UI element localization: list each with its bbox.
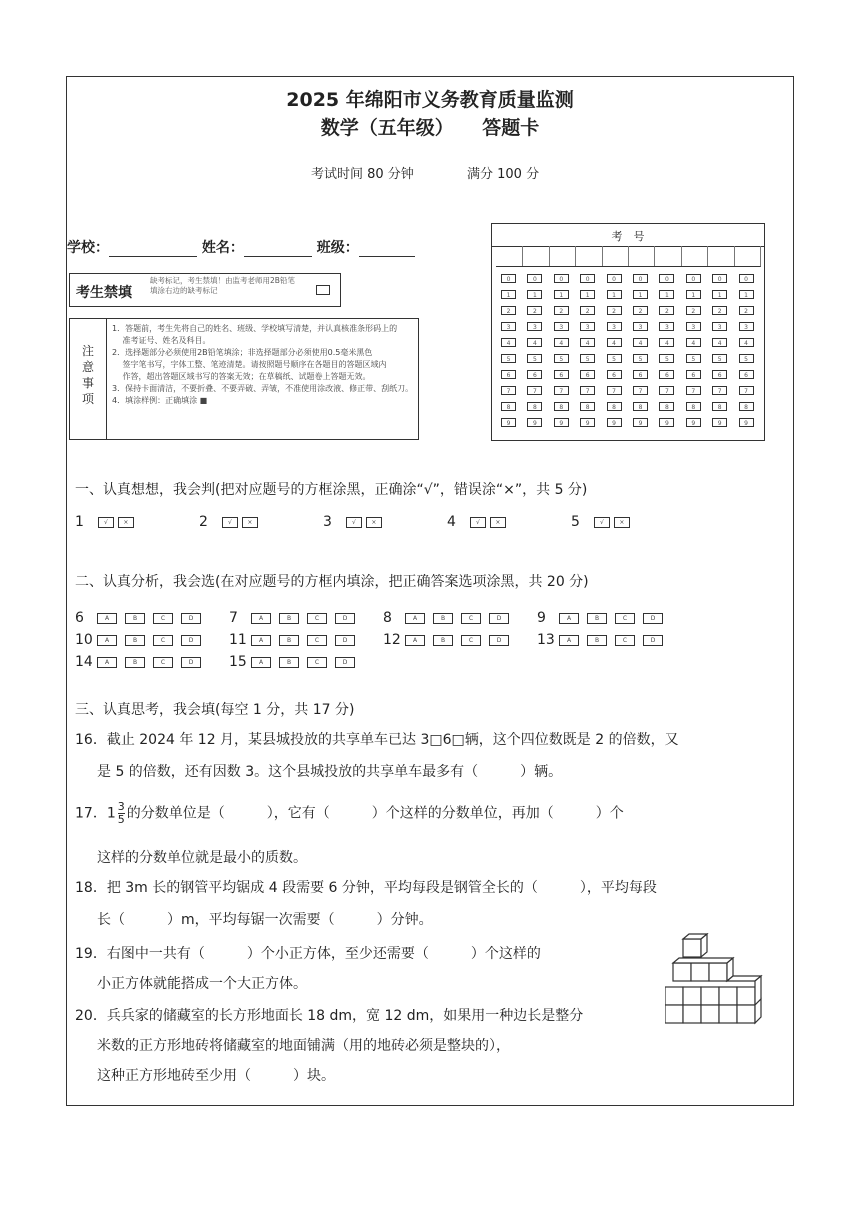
judge-question xyxy=(571,511,695,531)
q20-line1: 20．兵兵家的储藏室的长方形地面长 18 dm，宽 12 dm，如果用一种边长是整分 xyxy=(75,1008,584,1024)
choice-option-bubble[interactable]: C xyxy=(461,613,481,624)
id-digit-bubble[interactable]: 2 xyxy=(607,306,622,315)
id-digit-bubble[interactable]: 7 xyxy=(580,386,595,395)
id-digit-bubble[interactable]: 4 xyxy=(607,338,622,347)
choice-row xyxy=(75,607,691,629)
choice-option-bubble[interactable]: D xyxy=(643,613,663,624)
choice-option-bubble[interactable]: C xyxy=(615,635,635,646)
q16-line1: 16．截止 2024 年 12 月，某县城投放的共享单车已达 3□6□辆，这个四位数既是 2 的倍数，又 xyxy=(75,732,679,748)
id-digit-bubble[interactable]: 2 xyxy=(501,306,516,315)
id-digit-bubble[interactable]: 7 xyxy=(527,386,542,395)
id-digit-bubble[interactable]: 5 xyxy=(501,354,516,363)
id-digit-bubble[interactable]: 8 xyxy=(501,402,516,411)
question-number: 8 xyxy=(383,610,392,626)
id-digit-bubble[interactable]: 6 xyxy=(712,370,727,379)
judge-option-bubble[interactable]: × xyxy=(366,517,382,528)
examinee-text xyxy=(150,276,295,296)
choice-option-bubble[interactable]: A xyxy=(97,613,117,624)
id-digit-bubble[interactable]: 1 xyxy=(580,290,595,299)
id-write-cell[interactable] xyxy=(681,246,708,267)
id-digit-bubble[interactable]: 1 xyxy=(633,290,648,299)
question-number: 5 xyxy=(571,514,594,530)
id-digit-bubble[interactable]: 6 xyxy=(527,370,542,379)
q18-line2: 长（ ）m，平均每锯一次需要（ ）分钟。 xyxy=(97,912,433,928)
name-field[interactable] xyxy=(244,242,312,257)
judge-option-bubble[interactable]: × xyxy=(490,517,506,528)
choice-option-bubble[interactable]: A xyxy=(559,613,579,624)
notes-side-label: 注意事项 xyxy=(82,344,95,406)
choice-question xyxy=(75,632,229,648)
class-label: 班级： xyxy=(316,240,359,256)
choice-option-bubble[interactable]: B xyxy=(433,635,453,646)
choice-option-bubble[interactable]: C xyxy=(153,657,173,668)
choice-option-bubble[interactable]: A xyxy=(559,635,579,646)
question-number: 11 xyxy=(229,632,247,648)
choice-option-bubble[interactable]: D xyxy=(489,613,509,624)
id-digit-bubble[interactable]: 3 xyxy=(712,322,727,331)
id-write-cell[interactable] xyxy=(734,246,761,267)
info-fields xyxy=(67,237,415,257)
judge-option-bubble[interactable]: √ xyxy=(594,517,610,528)
id-digit-bubble[interactable]: 0 xyxy=(712,274,727,283)
section1-heading: 一、认真想想，我会判(把对应题号的方框涂黑，正确涂“√”，错误涂“×”，共 5 分) xyxy=(75,482,588,498)
q19-line2: 小正方体就能搭成一个大正方体。 xyxy=(97,976,307,992)
id-digit-bubble[interactable]: 9 xyxy=(712,418,727,427)
choice-option-bubble[interactable]: B xyxy=(279,635,299,646)
choice-option-bubble[interactable]: C xyxy=(461,635,481,646)
notes-item: 1．答题前，考生先将自己的姓名、班级、学校填写清楚，并认真核准条形码上的 xyxy=(112,324,398,333)
id-write-cell[interactable] xyxy=(628,246,655,267)
judge-question xyxy=(447,511,571,531)
school-label: 学校： xyxy=(67,240,109,256)
id-digit-bubble[interactable]: 0 xyxy=(633,274,648,283)
id-digit-bubble[interactable]: 8 xyxy=(659,402,674,411)
id-digit-bubble[interactable]: 2 xyxy=(739,306,754,315)
page-title: 2025 年绵阳市义务教育质量监测 xyxy=(286,89,574,111)
choice-question xyxy=(537,632,691,648)
id-digit-bubble[interactable]: 9 xyxy=(554,418,569,427)
question-number: 10 xyxy=(75,632,93,648)
choice-option-bubble[interactable]: B xyxy=(587,635,607,646)
id-digit-bubble[interactable]: 7 xyxy=(739,386,754,395)
question-number: 13 xyxy=(537,632,555,648)
id-digit-bubble[interactable]: 5 xyxy=(607,354,622,363)
q20-line3: 这种正方形地砖至少用（ ）块。 xyxy=(97,1068,335,1084)
full-score: 满分 100 分 xyxy=(467,167,540,182)
id-digit-bubble[interactable]: 1 xyxy=(554,290,569,299)
id-digit-bubble[interactable]: 7 xyxy=(633,386,648,395)
judge-question xyxy=(199,511,323,531)
id-digit-bubble[interactable]: 8 xyxy=(527,402,542,411)
id-digit-bubble[interactable]: 2 xyxy=(527,306,542,315)
id-digit-bubble[interactable]: 7 xyxy=(712,386,727,395)
id-digit-bubble[interactable]: 6 xyxy=(686,370,701,379)
id-digit-bubble[interactable]: 8 xyxy=(607,402,622,411)
judge-option-bubble[interactable]: √ xyxy=(346,517,362,528)
judge-question xyxy=(75,511,199,531)
id-digit-bubble[interactable]: 5 xyxy=(633,354,648,363)
choice-option-bubble[interactable]: B xyxy=(279,657,299,668)
id-digit-bubble[interactable]: 1 xyxy=(686,290,701,299)
id-digit-bubble[interactable]: 2 xyxy=(686,306,701,315)
choice-option-bubble[interactable]: B xyxy=(587,613,607,624)
choice-option-bubble[interactable]: B xyxy=(433,613,453,624)
id-digit-bubble[interactable]: 5 xyxy=(712,354,727,363)
id-digit-bubble[interactable]: 8 xyxy=(633,402,648,411)
id-digit-bubble[interactable]: 8 xyxy=(686,402,701,411)
choice-option-bubble[interactable]: B xyxy=(125,613,145,624)
choice-question xyxy=(229,654,383,670)
notes-item: 签字笔书写，字体工整、笔迹清楚。请按照题号顺序在各题目的答题区域内 xyxy=(112,360,387,369)
name-label: 姓名： xyxy=(201,240,244,256)
id-digit-bubble[interactable]: 0 xyxy=(580,274,595,283)
examinee-line: 填涂右边的缺考标记 xyxy=(150,286,218,295)
judge-option-bubble[interactable]: √ xyxy=(470,517,486,528)
choice-question xyxy=(537,610,691,626)
id-digit-bubble[interactable]: 0 xyxy=(607,274,622,283)
choice-option-bubble[interactable]: A xyxy=(405,635,425,646)
id-digit-bubble[interactable]: 2 xyxy=(580,306,595,315)
q18-line1: 18．把 3m 长的钢管平均锯成 4 段需要 6 分钟，平均每段是钢管全长的（ ），平均每段 xyxy=(75,880,657,896)
judge-option-bubble[interactable]: √ xyxy=(98,517,114,528)
choice-option-bubble[interactable]: D xyxy=(181,657,201,668)
answer-sheet xyxy=(66,76,794,1106)
id-digit-bubble[interactable]: 1 xyxy=(739,290,754,299)
q17-frac-num: 3 xyxy=(117,800,125,813)
cube-stack-figure xyxy=(665,933,769,1037)
class-field[interactable] xyxy=(359,242,415,257)
id-grid-header-label: 考 号 xyxy=(611,230,645,243)
choice-option-bubble[interactable]: D xyxy=(643,635,663,646)
choice-option-bubble[interactable]: D xyxy=(181,613,201,624)
id-digit-bubble[interactable]: 3 xyxy=(501,322,516,331)
id-digit-bubble[interactable]: 1 xyxy=(607,290,622,299)
id-digit-bubble[interactable]: 4 xyxy=(580,338,595,347)
id-write-cell[interactable] xyxy=(654,246,681,267)
question-number: 14 xyxy=(75,654,93,670)
id-digit-bubble[interactable]: 6 xyxy=(501,370,516,379)
id-digit-bubble[interactable]: 5 xyxy=(554,354,569,363)
id-digit-bubble[interactable]: 4 xyxy=(527,338,542,347)
school-field[interactable] xyxy=(109,242,197,257)
id-digit-bubble[interactable]: 8 xyxy=(554,402,569,411)
choice-option-bubble[interactable]: D xyxy=(335,613,355,624)
id-digit-bubble[interactable]: 3 xyxy=(659,322,674,331)
choice-option-bubble[interactable]: D xyxy=(489,635,509,646)
judge-option-bubble[interactable]: × xyxy=(118,517,134,528)
q20-line2: 米数的正方形地砖将储藏室的地面铺满（用的地砖必须是整块的）， xyxy=(97,1038,510,1054)
id-digit-bubble[interactable]: 6 xyxy=(633,370,648,379)
question-number: 15 xyxy=(229,654,247,670)
choice-question xyxy=(383,632,537,648)
id-digit-bubble[interactable]: 7 xyxy=(607,386,622,395)
id-digit-bubble[interactable]: 9 xyxy=(527,418,542,427)
q17-text: 的分数单位是（ ），它有（ ）个这样的分数单位，再加（ ）个 xyxy=(126,805,624,822)
id-digit-bubble[interactable]: 5 xyxy=(686,354,701,363)
choice-question xyxy=(229,610,383,626)
section2-questions xyxy=(75,607,691,673)
question-number: 9 xyxy=(537,610,546,626)
absent-mark-box[interactable] xyxy=(316,285,330,295)
id-digit-bubble[interactable]: 9 xyxy=(659,418,674,427)
choice-option-bubble[interactable]: B xyxy=(279,613,299,624)
choice-option-bubble[interactable]: B xyxy=(125,635,145,646)
id-digit-bubble[interactable]: 9 xyxy=(607,418,622,427)
judge-question xyxy=(323,511,447,531)
choice-row xyxy=(75,629,691,651)
choice-option-bubble[interactable]: A xyxy=(405,613,425,624)
notes-item: 3．保持卡面清洁，不要折叠、不要弄破、弄皱，不准使用涂改液、修正带、刮纸刀。 xyxy=(112,384,414,393)
id-write-cell[interactable] xyxy=(549,246,576,267)
exam-time: 考试时间 80 分钟 xyxy=(311,167,414,182)
choice-option-bubble[interactable]: C xyxy=(153,613,173,624)
id-digit-bubble[interactable]: 7 xyxy=(554,386,569,395)
id-digit-bubble[interactable]: 3 xyxy=(527,322,542,331)
choice-option-bubble[interactable]: C xyxy=(615,613,635,624)
id-digit-bubble[interactable]: 0 xyxy=(686,274,701,283)
notes-item: 4．填涂样例：正确填涂 ■ xyxy=(112,396,208,405)
id-digit-bubble[interactable]: 6 xyxy=(607,370,622,379)
id-write-cell[interactable] xyxy=(575,246,602,267)
notes-item: 作答，超出答题区域书写的答案无效；在草稿纸、试题卷上答题无效。 xyxy=(112,372,371,381)
q16-line2: 是 5 的倍数，还有因数 3。这个县城投放的共享单车最多有（ ）辆。 xyxy=(97,764,563,780)
id-digit-bubble[interactable]: 6 xyxy=(739,370,754,379)
id-digit-bubble[interactable]: 7 xyxy=(501,386,516,395)
choice-option-bubble[interactable]: A xyxy=(251,613,271,624)
id-digit-bubble[interactable]: 6 xyxy=(580,370,595,379)
q17-line2: 这样的分数单位就是最小的质数。 xyxy=(97,850,307,866)
id-digit-bubble[interactable]: 2 xyxy=(554,306,569,315)
question-number: 6 xyxy=(75,610,84,626)
id-digit-bubble[interactable]: 3 xyxy=(686,322,701,331)
id-digit-bubble[interactable]: 0 xyxy=(739,274,754,283)
id-digit-bubble[interactable]: 5 xyxy=(580,354,595,363)
section2-heading: 二、认真分析，我会选(在对应题号的方框内填涂，把正确答案选项涂黑，共 20 分) xyxy=(75,574,589,590)
cube-stack-svg xyxy=(665,933,769,1033)
section3-heading: 三、认真思考，我会填(每空 1 分，共 17 分) xyxy=(75,702,355,718)
judge-option-bubble[interactable]: × xyxy=(242,517,258,528)
notes-items xyxy=(112,323,413,407)
notes-item: 2．选择题部分必须使用2B铅笔填涂；非选择题部分必须使用0.5毫米黑色 xyxy=(112,348,373,357)
choice-question xyxy=(383,610,537,626)
id-digit-bubble[interactable]: 5 xyxy=(659,354,674,363)
id-digit-bubble[interactable]: 0 xyxy=(659,274,674,283)
student-id-grid xyxy=(491,223,765,441)
id-digit-bubble[interactable]: 4 xyxy=(659,338,674,347)
id-digit-bubble[interactable]: 4 xyxy=(554,338,569,347)
choice-row xyxy=(75,651,691,673)
question-number: 7 xyxy=(229,610,238,626)
id-digit-bubble[interactable]: 3 xyxy=(739,322,754,331)
id-write-cell[interactable] xyxy=(602,246,629,267)
choice-option-bubble[interactable]: D xyxy=(335,635,355,646)
id-digit-bubble[interactable]: 4 xyxy=(633,338,648,347)
judge-option-bubble[interactable]: √ xyxy=(222,517,238,528)
id-digit-bubble[interactable]: 2 xyxy=(712,306,727,315)
choice-option-bubble[interactable]: C xyxy=(307,613,327,624)
id-digit-bubble[interactable]: 9 xyxy=(501,418,516,427)
id-digit-bubble[interactable]: 7 xyxy=(659,386,674,395)
id-digit-bubble[interactable]: 3 xyxy=(554,322,569,331)
q17-line1 xyxy=(75,801,624,826)
examinee-line: 缺考标记，考生禁填！由监考老师用2B铅笔 xyxy=(150,276,295,285)
id-digit-bubble[interactable]: 0 xyxy=(501,274,516,283)
id-digit-bubble[interactable]: 2 xyxy=(633,306,648,315)
choice-question xyxy=(229,632,383,648)
id-digit-bubble[interactable]: 1 xyxy=(659,290,674,299)
choice-option-bubble[interactable]: C xyxy=(307,635,327,646)
question-number: 3 xyxy=(323,514,346,530)
judge-option-bubble[interactable]: × xyxy=(614,517,630,528)
choice-option-bubble[interactable]: A xyxy=(251,635,271,646)
id-digit-bubble[interactable]: 5 xyxy=(527,354,542,363)
id-digit-bubble[interactable]: 1 xyxy=(501,290,516,299)
choice-option-bubble[interactable]: B xyxy=(125,657,145,668)
q17-frac-den: 5 xyxy=(117,813,125,826)
choice-option-bubble[interactable]: C xyxy=(153,635,173,646)
choice-option-bubble[interactable]: D xyxy=(181,635,201,646)
id-digit-bubble[interactable]: 1 xyxy=(712,290,727,299)
id-digit-bubble[interactable]: 8 xyxy=(712,402,727,411)
id-digit-bubble[interactable]: 8 xyxy=(580,402,595,411)
q17-number: 17．1 xyxy=(75,805,116,822)
q19-line1: 19．右图中一共有（ ）个小正方体，至少还需要（ ）个这样的 xyxy=(75,946,541,962)
page-subtitle: 数学（五年级） 答题卡 xyxy=(320,117,540,139)
id-write-cell[interactable] xyxy=(496,246,523,267)
id-digit-bubble[interactable]: 0 xyxy=(527,274,542,283)
question-number: 2 xyxy=(199,514,222,530)
choice-option-bubble[interactable]: A xyxy=(251,657,271,668)
id-grid-header xyxy=(492,224,764,247)
choice-question xyxy=(75,610,229,626)
id-digit-bubble[interactable]: 8 xyxy=(739,402,754,411)
id-digit-bubble[interactable]: 9 xyxy=(686,418,701,427)
question-number: 4 xyxy=(447,514,470,530)
id-digit-bubble[interactable]: 6 xyxy=(659,370,674,379)
choice-question xyxy=(75,654,229,670)
choice-option-bubble[interactable]: A xyxy=(97,635,117,646)
id-digit-bubble[interactable]: 9 xyxy=(739,418,754,427)
question-number: 1 xyxy=(75,514,98,530)
id-digit-bubble[interactable]: 4 xyxy=(686,338,701,347)
notes-box xyxy=(69,318,419,440)
id-digit-bubble[interactable]: 2 xyxy=(659,306,674,315)
id-digit-bubble[interactable]: 4 xyxy=(501,338,516,347)
id-digit-bubble[interactable]: 5 xyxy=(739,354,754,363)
notes-item: 准考证号、姓名及科目。 xyxy=(112,336,211,345)
q17-fraction xyxy=(118,801,125,826)
id-digit-bubble[interactable]: 7 xyxy=(686,386,701,395)
id-digit-bubble[interactable]: 6 xyxy=(554,370,569,379)
id-digit-bubble[interactable]: 9 xyxy=(633,418,648,427)
notes-side xyxy=(70,319,107,439)
choice-option-bubble[interactable]: A xyxy=(97,657,117,668)
id-write-cell[interactable] xyxy=(522,246,549,267)
examinee-label: 考生禁填 xyxy=(76,285,132,301)
choice-option-bubble[interactable]: D xyxy=(335,657,355,668)
id-digit-bubble[interactable]: 1 xyxy=(527,290,542,299)
question-number: 12 xyxy=(383,632,401,648)
id-digit-bubble[interactable]: 4 xyxy=(739,338,754,347)
id-digit-bubble[interactable]: 4 xyxy=(712,338,727,347)
id-digit-bubble[interactable]: 0 xyxy=(554,274,569,283)
choice-option-bubble[interactable]: C xyxy=(307,657,327,668)
id-digit-bubble[interactable]: 3 xyxy=(607,322,622,331)
section1-questions xyxy=(75,511,695,531)
examinee-box xyxy=(69,273,341,307)
id-write-cell[interactable] xyxy=(707,246,734,267)
id-digit-bubble[interactable]: 3 xyxy=(633,322,648,331)
id-digit-bubble[interactable]: 3 xyxy=(580,322,595,331)
id-digit-bubble[interactable]: 9 xyxy=(580,418,595,427)
